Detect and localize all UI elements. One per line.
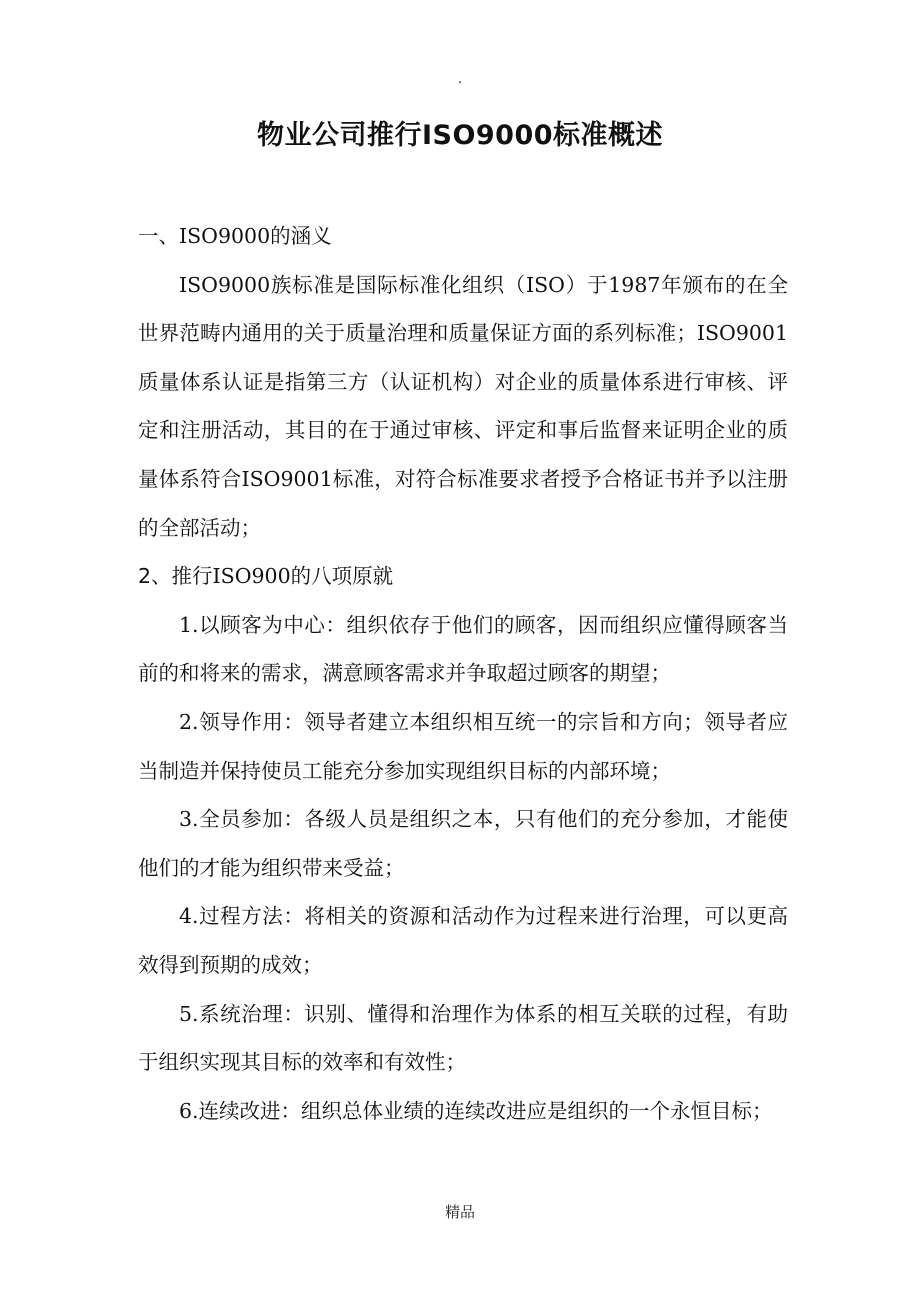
- header-dot: .: [457, 71, 463, 87]
- principle-item: 5.系统治理：识别、懂得和治理作为体系的相互关联的过程，有助于组织实现其目标的效率和有效性；: [138, 1001, 788, 1075]
- principle-item: 3.全员参加：各级人员是组织之本，只有他们的充分参加，才能使他们的才能为组织带来受益；: [138, 807, 788, 880]
- section-heading-1: 一、ISO9000的涵义: [138, 224, 332, 248]
- section-heading-2-text: 、推行ISO900的八项原就: [151, 564, 394, 589]
- section-paragraph-1: ISO9000族标准是国际标准化组织（ISO）于1987年颁布的在全世界范畴内通用的关于质量治理和质量保证方面的系列标准；ISO9001质量体系认证是指第三方（认证机构）对企业的质量体系进行审核、评定和注册活动，其目的在于通过审核、评定和事后监督来证明企业的质量体系符合ISO9001标准，对符合标准要求者授予合格证书并予以注册的全部活动；: [138, 272, 788, 540]
- section-heading-2: [138, 552, 788, 601]
- principle-item: 1.以顾客为中心：组织依存于他们的顾客，因而组织应懂得顾客当前的和将来的需求，满意顾客需求并争取超过顾客的期望；: [138, 612, 788, 686]
- footer-label: 精品: [444, 1203, 475, 1221]
- document-body: [138, 212, 788, 1135]
- principle-item: 2.领导作用：领导者建立本组织相互统一的宗旨和方向；领导者应当制造并保持使员工能充分参加实现组织目标的内部环境；: [138, 709, 788, 783]
- principle-item: 4.过程方法：将相关的资源和活动作为过程来进行治理，可以更高效得到预期的成效；: [138, 904, 788, 977]
- principle-item: 6.连续改进：组织总体业绩的连续改进应是组织的一个永恒目标；: [179, 1098, 773, 1123]
- section-number: 2: [138, 564, 152, 589]
- page-title: 物业公司推行ISO9000标准概述: [256, 120, 664, 151]
